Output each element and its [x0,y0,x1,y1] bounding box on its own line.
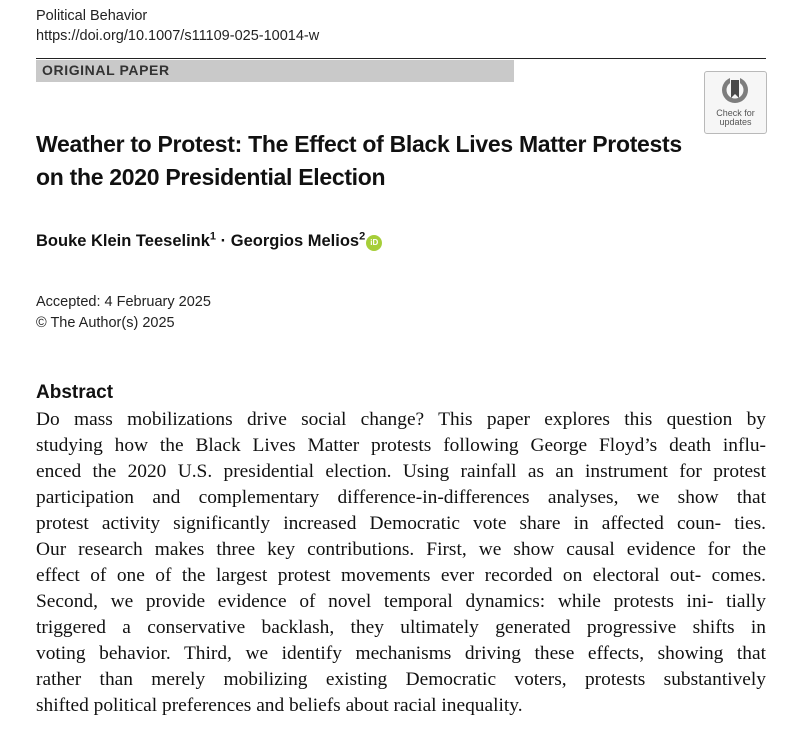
abstract-line: studying how the Black Lives Matter protests following George Floyd’s death influ- [36,435,766,456]
orcid-icon[interactable]: iD [366,235,382,251]
abstract-line: Our research makes three key contributions. First, we show causal evidence for the [36,539,766,560]
affiliation-marker: 1 [209,230,217,243]
abstract-line: effect of one of the largest protest movements ever recorded on electoral out- comes. [36,565,766,586]
abstract-line: triggered a conservative backlash, they ultimately generated progressive shifts in [36,617,766,638]
accepted-date: Accepted: 4 February 2025 [36,294,211,310]
author-list [36,230,382,252]
journal-name: Political Behavior [36,8,148,24]
crossmark-icon [721,76,749,106]
author-separator: · [220,232,227,250]
copyright-notice: © The Author(s) 2025 [36,315,175,331]
check-for-updates-button[interactable] [704,71,767,134]
abstract-line: participation and complementary difference-in-differences analyses, we show that [36,487,766,508]
author-name[interactable]: Bouke Klein Teeselink [36,232,210,250]
abstract-line: voting behavior. Third, we identify mechanisms driving these effects, showing that [36,643,766,664]
article-type-bar [36,60,514,82]
abstract-line: Do mass mobilizations drive social change? This paper explores this question by [36,409,766,430]
title-line: on the 2020 Presidential Election [36,164,386,190]
affiliation-marker: 2 [359,230,366,243]
title-line: Weather to Protest: The Effect of Black Lives Matter Protests [36,131,682,157]
abstract-line: rather than merely mobilizing existing Democratic voters, protests substantively [36,669,766,690]
abstract-line: protest activity significantly increased Democratic vote share in affected coun- ties. [36,513,766,534]
header-rule [36,58,766,59]
article-type-label: ORIGINAL PAPER [42,62,170,78]
abstract-text [36,407,766,719]
paper-title [36,128,736,194]
abstract-line: enced the 2020 U.S. presidential election. Using rainfall as an instrument for protest [36,461,766,482]
doi-link[interactable]: https://doi.org/10.1007/s11109-025-10014-w [36,28,320,44]
abstract-heading: Abstract [36,382,114,403]
abstract-line: Second, we provide evidence of novel temporal dynamics: while protests ini- tially [36,591,766,612]
author-name[interactable]: Georgios Melios [230,232,360,250]
check-for-updates-label: Check for updates [716,108,755,127]
abstract-line: shifted political preferences and beliefs about racial inequality. [36,695,523,716]
